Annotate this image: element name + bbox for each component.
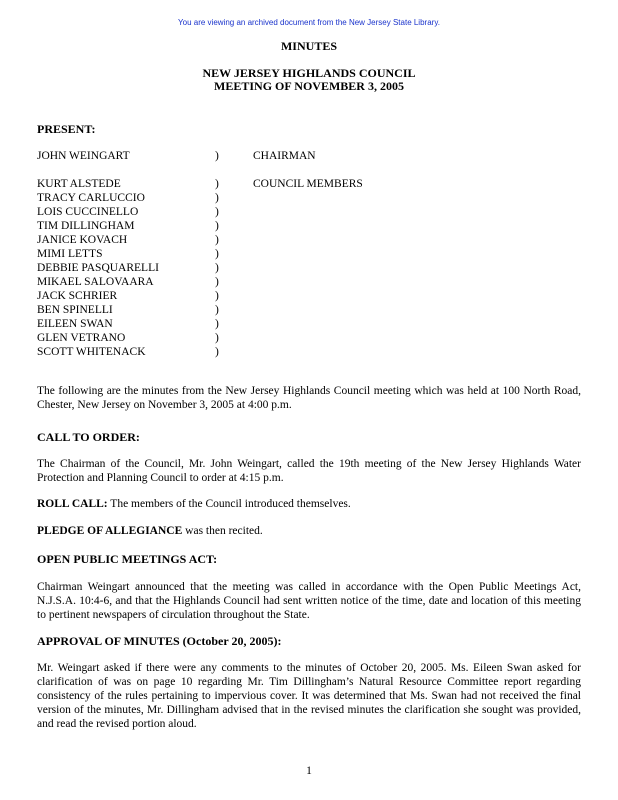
pledge-label: PLEDGE OF ALLEGIANCE xyxy=(37,525,183,537)
roster-row-member xyxy=(37,317,597,331)
attendee-name: LOIS CUCCINELLO xyxy=(37,206,139,218)
roster-row-member xyxy=(37,233,597,247)
attendee-role: CHAIRMAN xyxy=(253,150,316,162)
roster-row-member xyxy=(37,261,597,275)
roster-row-member xyxy=(37,205,597,219)
approval-heading: APPROVAL OF MINUTES (October 20, 2005): xyxy=(37,634,282,648)
attendee-name: KURT ALSTEDE xyxy=(37,178,121,190)
council-name: NEW JERSEY HIGHLANDS COUNCIL xyxy=(202,66,416,80)
bracket: ) xyxy=(215,290,219,302)
roll-call-text: The members of the Council introduced themselves. xyxy=(107,498,351,510)
attendee-role: COUNCIL MEMBERS xyxy=(253,178,363,190)
attendee-name: GLEN VETRANO xyxy=(37,332,126,344)
call-to-order-text: The Chairman of the Council, Mr. John Weingart, called the 19th meeting of the New Jersey Highlands Water Protection and Planning Council to order at 4:15 p.m. xyxy=(37,458,581,484)
roster-row-member xyxy=(37,219,597,233)
attendee-name: TRACY CARLUCCIO xyxy=(37,192,145,204)
attendance-roster xyxy=(37,149,597,359)
roll-call-label: ROLL CALL: xyxy=(37,498,108,510)
attendee-name: JACK SCHRIER xyxy=(37,290,118,302)
bracket: ) xyxy=(215,346,219,358)
roster-row-member xyxy=(37,191,597,205)
open-meetings-text: Chairman Weingart announced that the meeting was called in accordance with the Open Public Meetings Act, N.J.S.A. 10:4-6, and that the Highlands Council had sent written notice of the time, date and location of this meeting to pertinent newspapers of circulation throughout the State. xyxy=(37,581,581,621)
roster-row-member xyxy=(37,177,597,191)
roster-row-member xyxy=(37,289,597,303)
bracket: ) xyxy=(215,206,219,218)
roster-row-member xyxy=(37,303,597,317)
roster-row-chairman xyxy=(37,149,597,163)
page-number: 1 xyxy=(306,765,312,777)
meeting-date: MEETING OF NOVEMBER 3, 2005 xyxy=(214,79,404,93)
attendee-name: EILEEN SWAN xyxy=(37,318,113,330)
bracket: ) xyxy=(215,304,219,316)
roster-row-member xyxy=(37,275,597,289)
bracket: ) xyxy=(215,234,219,246)
bracket: ) xyxy=(215,192,219,204)
pledge-paragraph xyxy=(37,524,581,538)
open-meetings-heading: OPEN PUBLIC MEETINGS ACT: xyxy=(37,552,218,566)
present-heading: PRESENT: xyxy=(37,122,96,136)
roster-row-member xyxy=(37,331,597,345)
bracket: ) xyxy=(215,332,219,344)
roll-call-paragraph xyxy=(37,497,581,511)
attendee-name: DEBBIE PASQUARELLI xyxy=(37,262,159,274)
meeting-title xyxy=(0,67,618,93)
attendee-name: TIM DILLINGHAM xyxy=(37,220,135,232)
bracket: ) xyxy=(215,318,219,330)
bracket: ) xyxy=(215,220,219,232)
attendee-name: JANICE KOVACH xyxy=(37,234,128,246)
attendee-name: MIMI LETTS xyxy=(37,248,103,260)
call-to-order-heading: CALL TO ORDER: xyxy=(37,430,140,444)
roster-row-member xyxy=(37,345,597,359)
roster-row-member xyxy=(37,247,597,261)
pledge-text: was then recited. xyxy=(182,525,263,537)
bracket: ) xyxy=(215,178,219,190)
bracket: ) xyxy=(215,262,219,274)
attendee-name: SCOTT WHITENACK xyxy=(37,346,146,358)
attendee-name: JOHN WEINGART xyxy=(37,150,130,162)
bracket: ) xyxy=(215,276,219,288)
attendee-name: MIKAEL SALOVAARA xyxy=(37,276,154,288)
approval-text: Mr. Weingart asked if there were any comments to the minutes of October 20, 2005. Ms. Eileen Swan asked for clarification of was on page 10 regarding Mr. Tim Dillingham’s Natural Resource Committee report regarding consistency of the rules pertaining to impervious cover. It was determined that Ms. Swan had not received the final version of the minutes, Mr. Dillingham advised that in the revised minutes the clarification she sought was provided, and read the revised portion aloud. xyxy=(37,662,581,730)
document-title: MINUTES xyxy=(280,39,337,53)
bracket: ) xyxy=(215,150,219,162)
attendee-name: BEN SPINELLI xyxy=(37,304,113,316)
intro-paragraph: The following are the minutes from the New Jersey Highlands Council meeting which was held at 100 North Road, Chester, New Jersey on November 3, 2005 at 4:00 p.m. xyxy=(37,385,581,411)
bracket: ) xyxy=(215,248,219,260)
archive-notice-link[interactable]: You are viewing an archived document from the New Jersey State Library. xyxy=(178,18,440,27)
